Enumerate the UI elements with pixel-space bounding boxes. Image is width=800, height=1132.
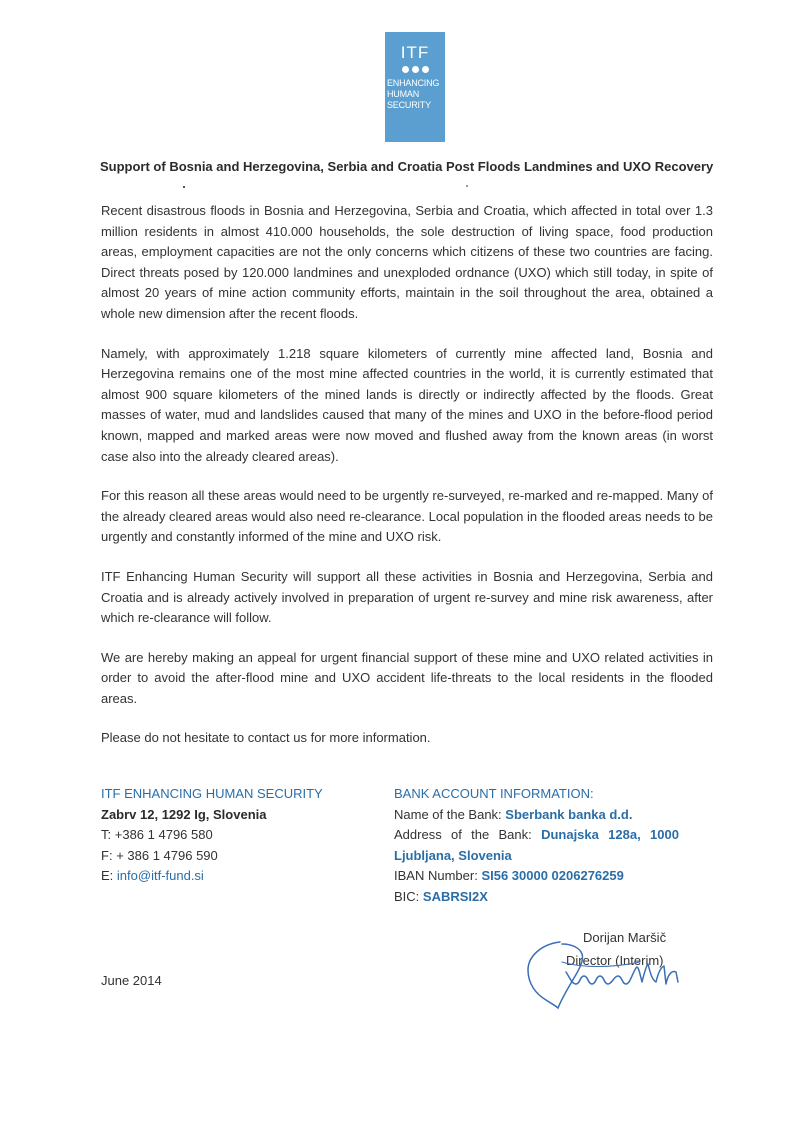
scan-speck [183, 186, 185, 188]
paragraph: We are hereby making an appeal for urgent financial support of these mine and UXO related activities in order to avoid the after-flood mine and UXO accident life-threats to the local residents in the flooded areas. [101, 649, 713, 706]
bank-address-word: 128a, [608, 827, 641, 843]
logo-dot [402, 66, 409, 73]
bank-address-word: Dunajska [541, 827, 599, 843]
logo-dot [422, 66, 429, 73]
fax-number: + 386 1 4796 590 [116, 847, 218, 863]
email-link[interactable]: info@itf-fund.si [116, 868, 204, 884]
bank-address-label-word: Address [394, 827, 442, 843]
logo-dots [385, 66, 445, 73]
phone-number: +386 1 4796 580 [114, 827, 213, 843]
bank-address-label-word: the [471, 827, 490, 843]
itf-logo [385, 32, 445, 142]
closing-paragraph: Please do not hesitate to contact us for more information. [101, 730, 431, 746]
organization-name: ITF ENHANCING HUMAN SECURITY [101, 786, 323, 801]
bank-address-city: Ljubljana, Slovenia [394, 847, 512, 863]
fax-label: F: [101, 847, 113, 863]
document-title: Support of Bosnia and Herzegovina, Serbia and Croatia Post Floods Landmines and UXO Recovery [100, 159, 714, 174]
bank-name-line [394, 805, 679, 826]
signature-stroke [528, 942, 583, 1008]
phone-line [101, 825, 361, 846]
signature-stroke [566, 964, 678, 984]
iban-line [394, 866, 679, 887]
bank-name: Sberbank banka d.d. [505, 806, 633, 822]
signature-stroke [562, 962, 640, 967]
email-line [101, 866, 361, 887]
bank-heading: BANK ACCOUNT INFORMATION: [394, 786, 594, 801]
logo-dot [412, 66, 419, 73]
fax-line [101, 846, 361, 867]
bank-address-line [394, 825, 679, 846]
bic-code: SABRSI2X [422, 888, 488, 904]
iban-number: SI56 30000 0206276259 [481, 868, 624, 884]
letter-date: June 2014 [101, 973, 162, 988]
bank-address-label-word: of [451, 827, 462, 843]
phone-label: T: [101, 827, 112, 843]
bic-label: BIC: [394, 888, 420, 904]
signatory-name: Dorijan Maršič [583, 930, 667, 945]
bank-address-word: 1000 [650, 827, 679, 843]
organization-contact [101, 784, 361, 887]
paragraph: For this reason all these areas would need to be urgently re-surveyed, re-marked and re-mapped. Many of the already cleared areas would also need re-clearance. Local population in the flooded areas needs to be urgently and constantly informed of the mine and UXO risk. [101, 488, 713, 545]
paragraph: Recent disastrous floods in Bosnia and Herzegovina, Serbia and Croatia, which affected in total over 1.3 million residents in almost 410.000 households, the sole destruction of living space, food production areas, employment capacities are not the only concerns which citizens of these two countries are facing. Direct threats posed by 120.000 landmines and unexploded ordnance (UXO) which still today, in spite of almost 20 years of mine action community efforts, maintain in the soil throughout the area, obtained a whole new dimension after the recent floods. [101, 203, 713, 321]
organization-address: Zabrv 12, 1292 Ig, Slovenia [101, 806, 267, 822]
letter-body [101, 201, 713, 768]
signatory-title: Director (Interim) [566, 953, 664, 968]
paragraph: ITF Enhancing Human Security will support all these activities in Bosnia and Herzegovina, Serbia and Croatia and is already actively involved in preparation of urgent re-survey and mine risk awareness, after which re-clearance will follow. [101, 568, 713, 626]
bank-address-label-word: Bank: [498, 827, 532, 843]
logo-tagline: ENHANCING HUMAN SECURITY [387, 78, 440, 110]
paragraph: Namely, with approximately 1.218 square kilometers of currently mine affected land, Bosnia and Herzegovina remains one of the most mine affected countries in the world, it is currently estimated that almost 900 square kilometers of the mined lands is directly or indirectly affected by the floods. Great masses of water, mud and landslides caused that many of the mines and UXO in the before-flood period known, mapped and marked areas were now moved and flushed away from the known areas (in worst case also into the already cleared areas). [101, 345, 713, 464]
email-label: E: [101, 868, 114, 884]
bank-account-info [394, 784, 679, 908]
bank-name-label: Name of the Bank: [394, 806, 502, 822]
handwritten-signature [522, 938, 692, 1018]
bic-line [394, 887, 679, 908]
iban-label: IBAN Number: [394, 868, 478, 884]
logo-abbr: ITF [400, 43, 430, 62]
scan-speck [466, 185, 468, 187]
